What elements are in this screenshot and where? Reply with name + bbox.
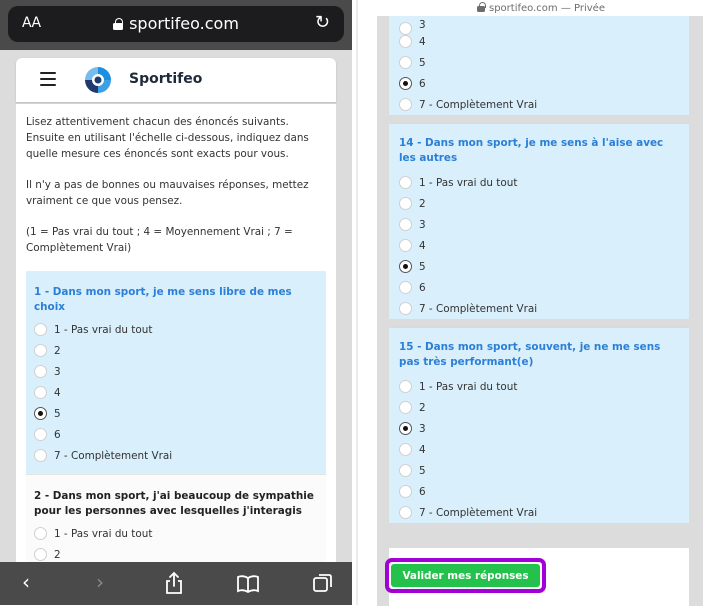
option-label: 4 bbox=[54, 386, 61, 399]
radio-option[interactable] bbox=[399, 298, 679, 319]
radio-button[interactable] bbox=[399, 56, 412, 69]
radio-button[interactable] bbox=[34, 344, 47, 357]
radio-option[interactable] bbox=[399, 214, 679, 235]
option-label: 6 bbox=[419, 485, 426, 498]
radio-button[interactable] bbox=[399, 506, 412, 519]
option-label: 1 - Pas vrai du tout bbox=[419, 380, 518, 393]
radio-button[interactable] bbox=[399, 380, 412, 393]
radio-button-checked[interactable] bbox=[399, 77, 412, 90]
share-icon[interactable] bbox=[164, 571, 184, 595]
radio-button[interactable] bbox=[34, 323, 47, 336]
radio-button[interactable] bbox=[34, 527, 47, 540]
radio-option[interactable] bbox=[399, 439, 679, 460]
radio-option[interactable] bbox=[399, 193, 679, 214]
survey-page bbox=[16, 104, 336, 564]
radio-option[interactable] bbox=[399, 94, 679, 115]
radio-button[interactable] bbox=[34, 365, 47, 378]
intro-paragraph: Il n'y a pas de bonnes ou mauvaises réponses, mettez vraiment ce que vous pensez. bbox=[26, 179, 309, 207]
url-text[interactable] bbox=[8, 14, 344, 33]
option-label: 2 bbox=[419, 401, 426, 414]
address-bar[interactable] bbox=[8, 6, 344, 42]
right-phone-screen bbox=[366, 0, 716, 605]
radio-option[interactable] bbox=[399, 460, 679, 481]
radio-option[interactable] bbox=[399, 52, 679, 73]
radio-option[interactable] bbox=[34, 424, 318, 445]
radio-button[interactable] bbox=[399, 22, 412, 35]
radio-button[interactable] bbox=[399, 176, 412, 189]
reload-icon[interactable]: ↻ bbox=[314, 12, 330, 33]
option-label: 4 bbox=[419, 239, 426, 252]
option-label: 6 bbox=[419, 281, 426, 294]
radio-button[interactable] bbox=[34, 386, 47, 399]
page-viewport bbox=[0, 50, 352, 562]
screenshot-divider bbox=[356, 0, 358, 605]
hamburger-icon[interactable] bbox=[40, 72, 56, 86]
radio-option[interactable] bbox=[399, 481, 679, 502]
survey-page-scrolled bbox=[377, 16, 703, 606]
radio-option[interactable] bbox=[34, 361, 318, 382]
radio-option[interactable] bbox=[34, 523, 318, 544]
radio-button[interactable] bbox=[399, 443, 412, 456]
private-mode-label: — Privée bbox=[560, 3, 605, 14]
submit-highlight bbox=[385, 558, 546, 593]
option-label: 6 bbox=[419, 77, 426, 90]
question-title: 15 - Dans mon sport, souvent, je ne me sens pas très performant(e) bbox=[399, 341, 661, 368]
radio-button[interactable] bbox=[399, 218, 412, 231]
radio-button[interactable] bbox=[399, 98, 412, 111]
radio-button[interactable] bbox=[399, 464, 412, 477]
option-label: 1 - Pas vrai du tout bbox=[419, 176, 518, 189]
left-phone-screen bbox=[0, 0, 352, 605]
question-block-1 bbox=[26, 271, 326, 474]
intro-paragraph: Lisez attentivement chacun des énoncés suivants. Ensuite en utilisant l'échelle ci-dessous, indiquez dans quelle mesure ces énoncés sont exacts pour vous. bbox=[26, 116, 309, 160]
lock-icon bbox=[113, 18, 123, 30]
option-label: 2 bbox=[54, 548, 61, 561]
radio-button[interactable] bbox=[399, 281, 412, 294]
back-icon[interactable]: ‹ bbox=[22, 570, 30, 594]
sportifeo-logo-icon[interactable] bbox=[82, 64, 114, 96]
question-block-15 bbox=[389, 327, 689, 523]
site-header bbox=[16, 58, 336, 102]
option-label: 3 bbox=[54, 365, 61, 378]
option-label: 5 bbox=[419, 260, 426, 273]
domain-label: sportifeo.com bbox=[489, 3, 558, 14]
option-label: 6 bbox=[54, 428, 61, 441]
option-label: 5 bbox=[419, 464, 426, 477]
radio-option[interactable] bbox=[399, 172, 679, 193]
brand-name[interactable]: Sportifeo bbox=[129, 71, 203, 87]
radio-option[interactable] bbox=[399, 31, 679, 52]
question-title: 1 - Dans mon sport, je me sens libre de mes choix bbox=[34, 286, 292, 313]
bookmarks-icon[interactable] bbox=[236, 574, 260, 594]
compact-address-bar[interactable] bbox=[366, 2, 716, 14]
radio-button[interactable] bbox=[34, 428, 47, 441]
option-label: 2 bbox=[419, 197, 426, 210]
option-label: 3 bbox=[419, 218, 426, 231]
option-label: 7 - Complètement Vrai bbox=[419, 98, 538, 111]
option-label: 7 - Complètement Vrai bbox=[54, 449, 173, 462]
radio-button-checked[interactable] bbox=[34, 407, 47, 420]
radio-option[interactable] bbox=[399, 277, 679, 298]
safari-top-bar bbox=[0, 0, 352, 50]
radio-option[interactable] bbox=[399, 397, 679, 418]
question-title: 14 - Dans mon sport, je me sens à l'aise avec les autres bbox=[399, 137, 664, 164]
radio-option[interactable] bbox=[399, 16, 679, 31]
submit-button[interactable]: Valider mes réponses bbox=[391, 564, 540, 587]
intro-text bbox=[16, 104, 336, 256]
domain-label: sportifeo.com bbox=[129, 14, 239, 33]
radio-button[interactable] bbox=[399, 239, 412, 252]
tabs-icon[interactable] bbox=[312, 572, 334, 594]
question-block-14 bbox=[389, 123, 689, 319]
forward-icon[interactable]: › bbox=[96, 570, 104, 594]
radio-button[interactable] bbox=[399, 35, 412, 48]
radio-button-checked[interactable] bbox=[399, 422, 412, 435]
option-label: 4 bbox=[419, 35, 426, 48]
radio-option-selected[interactable] bbox=[399, 418, 679, 439]
radio-button[interactable] bbox=[34, 449, 47, 462]
option-label: 3 bbox=[419, 422, 426, 435]
questions-container bbox=[389, 16, 689, 548]
question-title: 2 - Dans mon sport, j'ai beaucoup de sympathie pour les personnes avec lesquelles j'interagis bbox=[34, 490, 314, 517]
radio-option-selected[interactable] bbox=[399, 73, 679, 94]
lock-icon bbox=[477, 2, 485, 12]
radio-option[interactable] bbox=[34, 319, 318, 340]
radio-option[interactable] bbox=[34, 382, 318, 403]
radio-option[interactable] bbox=[34, 445, 318, 466]
safari-bottom-toolbar bbox=[0, 562, 352, 605]
option-label: 5 bbox=[419, 56, 426, 69]
radio-option[interactable] bbox=[399, 376, 679, 397]
radio-button[interactable] bbox=[399, 302, 412, 315]
radio-button[interactable] bbox=[34, 548, 47, 561]
radio-option[interactable] bbox=[399, 235, 679, 256]
radio-button[interactable] bbox=[399, 197, 412, 210]
radio-option-selected[interactable] bbox=[399, 256, 679, 277]
text-size-button[interactable]: AA bbox=[22, 15, 41, 31]
option-label: 5 bbox=[54, 407, 61, 420]
radio-option[interactable] bbox=[34, 340, 318, 361]
option-label: 4 bbox=[419, 443, 426, 456]
option-label: 1 - Pas vrai du tout bbox=[54, 527, 153, 540]
radio-option-selected[interactable] bbox=[34, 403, 318, 424]
option-label: 2 bbox=[54, 344, 61, 357]
option-label: 7 - Complètement Vrai bbox=[419, 302, 538, 315]
radio-button-checked[interactable] bbox=[399, 260, 412, 273]
scale-legend: (1 = Pas vrai du tout ; 4 = Moyennement Vrai ; 7 = Complètement Vrai) bbox=[26, 226, 293, 254]
radio-option[interactable] bbox=[399, 502, 679, 523]
radio-button[interactable] bbox=[399, 401, 412, 414]
option-label: 1 - Pas vrai du tout bbox=[54, 323, 153, 336]
question-block-13-partial bbox=[389, 16, 689, 115]
option-label: 7 - Complètement Vrai bbox=[419, 506, 538, 519]
radio-button[interactable] bbox=[399, 485, 412, 498]
option-label: 3 bbox=[419, 19, 426, 31]
